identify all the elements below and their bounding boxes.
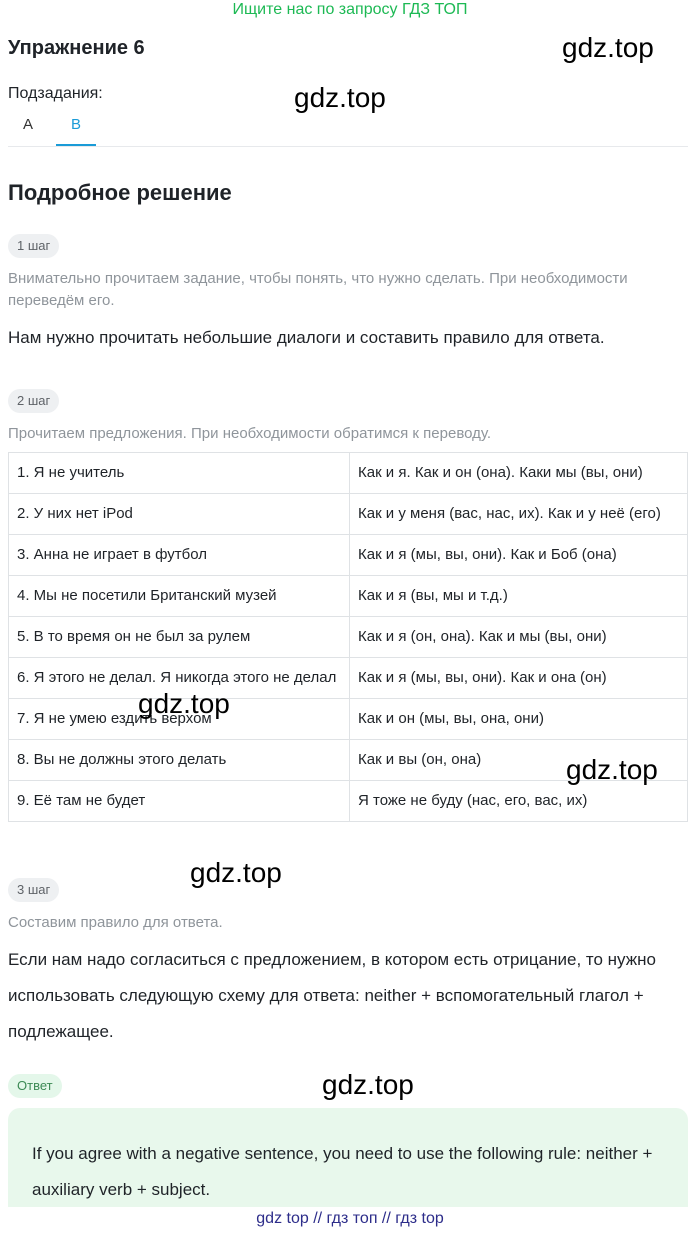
table-cell: 8. Вы не должны этого делать — [9, 740, 350, 781]
step-text: Нам нужно прочитать небольшие диалоги и составить правило для ответа. — [8, 328, 605, 347]
table-cell: 1. Я не учитель — [9, 453, 350, 494]
step-badge: 2 шаг — [8, 389, 59, 413]
table-cell: 7. Я не умею ездить верхом — [9, 699, 350, 740]
answer-box — [8, 1108, 688, 1208]
table-cell: Как и вы (он, она) — [350, 740, 688, 781]
table-row — [9, 494, 688, 535]
subtask-tabs — [8, 110, 688, 147]
step-text: Если нам надо согласиться с предложением, в котором есть отрицание, то нужно использовать следующую схему для ответа: neither + вспомогательный глагол + подлежащее. — [8, 950, 656, 1041]
table-cell: 4. Мы не посетили Британский музей — [9, 576, 350, 617]
table-row — [9, 576, 688, 617]
table-cell: Как и я. Как и он (она). Каки мы (вы, они) — [350, 453, 688, 494]
table-cell: 2. У них нет iPod — [9, 494, 350, 535]
watermark: gdz.top — [566, 754, 658, 785]
table-cell: 6. Я этого не делал. Я никогда этого не делал — [9, 658, 350, 699]
table-cell: Я тоже не буду (нас, его, вас, их) — [350, 781, 688, 822]
subtasks-label: Подзадания: — [8, 85, 103, 102]
watermark: gdz.top — [294, 82, 386, 113]
watermark: gdz.top — [322, 1069, 414, 1100]
tab-b[interactable]: B — [56, 110, 96, 146]
step-hint: Прочитаем предложения. При необходимости обратимся к переводу. — [8, 425, 492, 442]
exercise-title: Упражнение 6 — [8, 37, 145, 59]
answer-text: If you agree with a negative sentence, you need to use the following rule: neither + auxiliary verb + subject. — [32, 1144, 653, 1199]
answer-badge: Ответ — [8, 1074, 62, 1098]
watermark: gdz.top — [138, 688, 230, 719]
table-cell: 5. В то время он не был за рулем — [9, 617, 350, 658]
table-row — [9, 781, 688, 822]
table-cell: 9. Её там не будет — [9, 781, 350, 822]
table-cell: Как и я (он, она). Как и мы (вы, они) — [350, 617, 688, 658]
table-cell: Как и я (вы, мы и т.д.) — [350, 576, 688, 617]
table-row — [9, 453, 688, 494]
table-row — [9, 617, 688, 658]
table-row — [9, 658, 688, 699]
table-cell: 3. Анна не играет в футбол — [9, 535, 350, 576]
step-badge: 3 шаг — [8, 878, 59, 902]
watermark: gdz.top — [190, 857, 282, 888]
table-cell: Как и у меня (вас, нас, их). Как и у неё (его) — [350, 494, 688, 535]
table-cell: Как и он (мы, вы, она, они) — [350, 699, 688, 740]
table-cell: Как и я (мы, вы, они). Как и она (он) — [350, 658, 688, 699]
footer-links[interactable]: gdz top // гдз топ // гдз top — [0, 1207, 700, 1234]
step-hint: Составим правило для ответа. — [8, 914, 223, 931]
table-row — [9, 535, 688, 576]
table-cell: Как и я (мы, вы, они). Как и Боб (она) — [350, 535, 688, 576]
top-banner[interactable]: Ищите нас по запросу ГДЗ ТОП — [232, 1, 468, 18]
step-hint: Внимательно прочитаем задание, чтобы понять, что нужно сделать. При необходимости переведём его. — [8, 270, 628, 309]
watermark: gdz.top — [562, 32, 654, 63]
tab-a[interactable]: A — [22, 116, 33, 133]
step-badge: 1 шаг — [8, 234, 59, 258]
table-row — [9, 699, 688, 740]
solution-title: Подробное решение — [8, 180, 232, 205]
